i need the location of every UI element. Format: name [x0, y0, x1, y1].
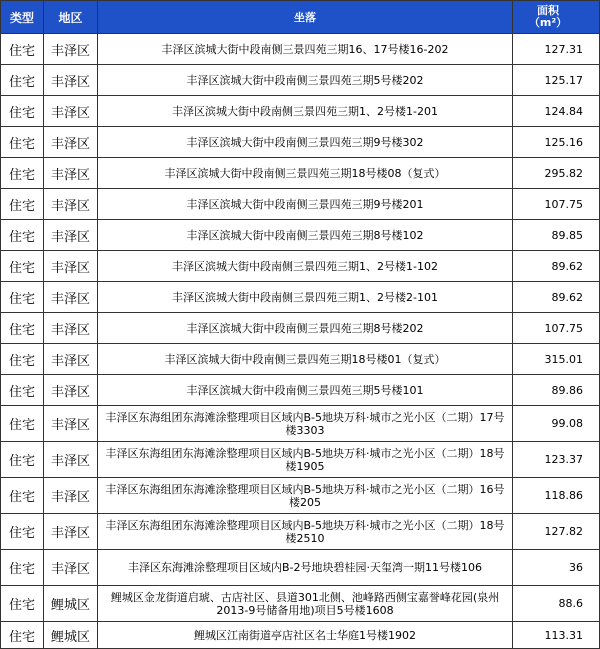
cell-district: 丰泽区 [44, 158, 98, 189]
table-row [1, 282, 600, 313]
cell-area: 123.37 [513, 442, 600, 478]
location-text: 丰泽区滨城大街中段南侧三景四苑三期1、2号楼1-102 [172, 259, 438, 273]
cell-district: 鲤城区 [44, 586, 98, 622]
location-text: 鲤城区江南街道亭店社区名士华庭1号楼1902 [194, 628, 416, 642]
cell-location [98, 34, 513, 65]
cell-district: 丰泽区 [44, 127, 98, 158]
cell-area: 88.6 [513, 586, 600, 622]
cell-area: 118.86 [513, 478, 600, 514]
cell-location [98, 375, 513, 406]
cell-type: 住宅 [1, 282, 44, 313]
table-row [1, 550, 600, 586]
cell-location [98, 251, 513, 282]
cell-type: 住宅 [1, 442, 44, 478]
location-text: 丰泽区滨城大街中段南侧三景四苑三期8号楼202 [186, 321, 424, 335]
table-row [1, 478, 600, 514]
table-row [1, 65, 600, 96]
cell-area: 89.86 [513, 375, 600, 406]
table-row [1, 34, 600, 65]
cell-type: 住宅 [1, 96, 44, 127]
cell-location [98, 622, 513, 649]
cell-area: 125.17 [513, 65, 600, 96]
cell-location [98, 442, 513, 478]
header-area-label: 面积 [537, 4, 559, 17]
table-row [1, 344, 600, 375]
location-text: 丰泽区滨城大街中段南侧三景四苑三期8号楼102 [186, 228, 424, 242]
header-area-unit: （m²） [528, 16, 568, 29]
table-row [1, 220, 600, 251]
cell-type: 住宅 [1, 158, 44, 189]
location-text: 丰泽区滨城大街中段南侧三景四苑三期5号楼101 [186, 383, 424, 397]
cell-area: 107.75 [513, 313, 600, 344]
cell-district: 丰泽区 [44, 65, 98, 96]
cell-type: 住宅 [1, 375, 44, 406]
location-text: 丰泽区东海组团东海滩涂整理项目区域内B-5地块万科·城市之光小区（二期）17号楼3303 [105, 410, 505, 437]
cell-area: 89.62 [513, 282, 600, 313]
cell-type: 住宅 [1, 313, 44, 344]
cell-type: 住宅 [1, 34, 44, 65]
cell-area: 99.08 [513, 406, 600, 442]
cell-type: 住宅 [1, 514, 44, 550]
cell-location [98, 127, 513, 158]
header-type: 类型 [1, 1, 44, 34]
cell-district: 丰泽区 [44, 478, 98, 514]
header-district: 地区 [44, 1, 98, 34]
table-row [1, 127, 600, 158]
header-area [513, 1, 600, 34]
cell-district: 丰泽区 [44, 442, 98, 478]
table-row [1, 406, 600, 442]
cell-location [98, 189, 513, 220]
table-row [1, 313, 600, 344]
cell-area: 36 [513, 550, 600, 586]
cell-area: 315.01 [513, 344, 600, 375]
cell-type: 住宅 [1, 220, 44, 251]
cell-type: 住宅 [1, 251, 44, 282]
cell-type: 住宅 [1, 189, 44, 220]
cell-district: 丰泽区 [44, 344, 98, 375]
cell-type: 住宅 [1, 406, 44, 442]
cell-area: 125.16 [513, 127, 600, 158]
table-row [1, 622, 600, 649]
cell-location [98, 344, 513, 375]
cell-district: 丰泽区 [44, 189, 98, 220]
cell-district: 丰泽区 [44, 375, 98, 406]
table-row [1, 514, 600, 550]
cell-location [98, 158, 513, 189]
cell-district: 丰泽区 [44, 550, 98, 586]
cell-district: 鲤城区 [44, 622, 98, 649]
cell-area: 113.31 [513, 622, 600, 649]
cell-type: 住宅 [1, 478, 44, 514]
cell-district: 丰泽区 [44, 406, 98, 442]
cell-district: 丰泽区 [44, 34, 98, 65]
cell-location [98, 282, 513, 313]
cell-location [98, 478, 513, 514]
cell-location [98, 220, 513, 251]
location-text: 丰泽区滨城大街中段南侧三景四苑三期1、2号楼2-101 [172, 290, 438, 304]
cell-type: 住宅 [1, 344, 44, 375]
cell-location [98, 96, 513, 127]
cell-district: 丰泽区 [44, 313, 98, 344]
table-row [1, 442, 600, 478]
table-row [1, 189, 600, 220]
cell-district: 丰泽区 [44, 514, 98, 550]
location-text: 丰泽区滨城大街中段南侧三景四苑三期9号楼302 [186, 135, 424, 149]
cell-location [98, 65, 513, 96]
cell-area: 127.82 [513, 514, 600, 550]
cell-location [98, 514, 513, 550]
cell-district: 丰泽区 [44, 220, 98, 251]
table-row [1, 251, 600, 282]
cell-type: 住宅 [1, 65, 44, 96]
cell-district: 丰泽区 [44, 282, 98, 313]
cell-area: 295.82 [513, 158, 600, 189]
location-text: 丰泽区东海组团东海滩涂整理项目区域内B-5地块万科·城市之光小区（二期）16号楼205 [105, 482, 505, 509]
cell-location [98, 550, 513, 586]
cell-type: 住宅 [1, 127, 44, 158]
location-text: 丰泽区滨城大街中段南侧三景四苑三期18号楼01（复式） [164, 352, 446, 366]
table-row [1, 158, 600, 189]
cell-location [98, 313, 513, 344]
cell-area: 127.31 [513, 34, 600, 65]
cell-area: 107.75 [513, 189, 600, 220]
table-row [1, 375, 600, 406]
location-text: 鲤城区金龙街道启琥、古店社区、县道301北侧、池峰路西侧宝嘉誉峰花园(泉州2013-9号储备用地)项目5号楼1608 [110, 590, 500, 617]
location-text: 丰泽区东海组团东海滩涂整理项目区域内B-5地块万科·城市之光小区（二期）18号楼1905 [105, 446, 505, 473]
location-text: 丰泽区滨城大街中段南侧三景四苑三期9号楼201 [186, 197, 424, 211]
cell-district: 丰泽区 [44, 251, 98, 282]
table-row [1, 96, 600, 127]
table-header-row [1, 1, 600, 34]
cell-area: 89.85 [513, 220, 600, 251]
location-text: 丰泽区东海组团东海滩涂整理项目区域内B-5地块万科·城市之光小区（二期）18号楼2510 [105, 518, 505, 545]
location-text: 丰泽区滨城大街中段南侧三景四苑三期18号楼08（复式） [164, 166, 446, 180]
cell-location [98, 586, 513, 622]
cell-area: 124.84 [513, 96, 600, 127]
location-text: 丰泽区滨城大街中段南侧三景四苑三期1、2号楼1-201 [172, 104, 438, 118]
cell-type: 住宅 [1, 586, 44, 622]
cell-type: 住宅 [1, 622, 44, 649]
location-text: 丰泽区滨城大街中段南侧三景四苑三期5号楼202 [186, 73, 424, 87]
location-text: 丰泽区滨城大街中段南侧三景四苑三期16、17号楼16-202 [161, 42, 449, 56]
location-text: 丰泽区东海滩涂整理项目区域内B-2号地块碧桂园·天玺湾一期11号楼106 [127, 561, 482, 574]
cell-location [98, 406, 513, 442]
header-location: 坐落 [98, 1, 513, 34]
table-row [1, 586, 600, 622]
cell-area: 89.62 [513, 251, 600, 282]
cell-district: 丰泽区 [44, 96, 98, 127]
cell-type: 住宅 [1, 550, 44, 586]
